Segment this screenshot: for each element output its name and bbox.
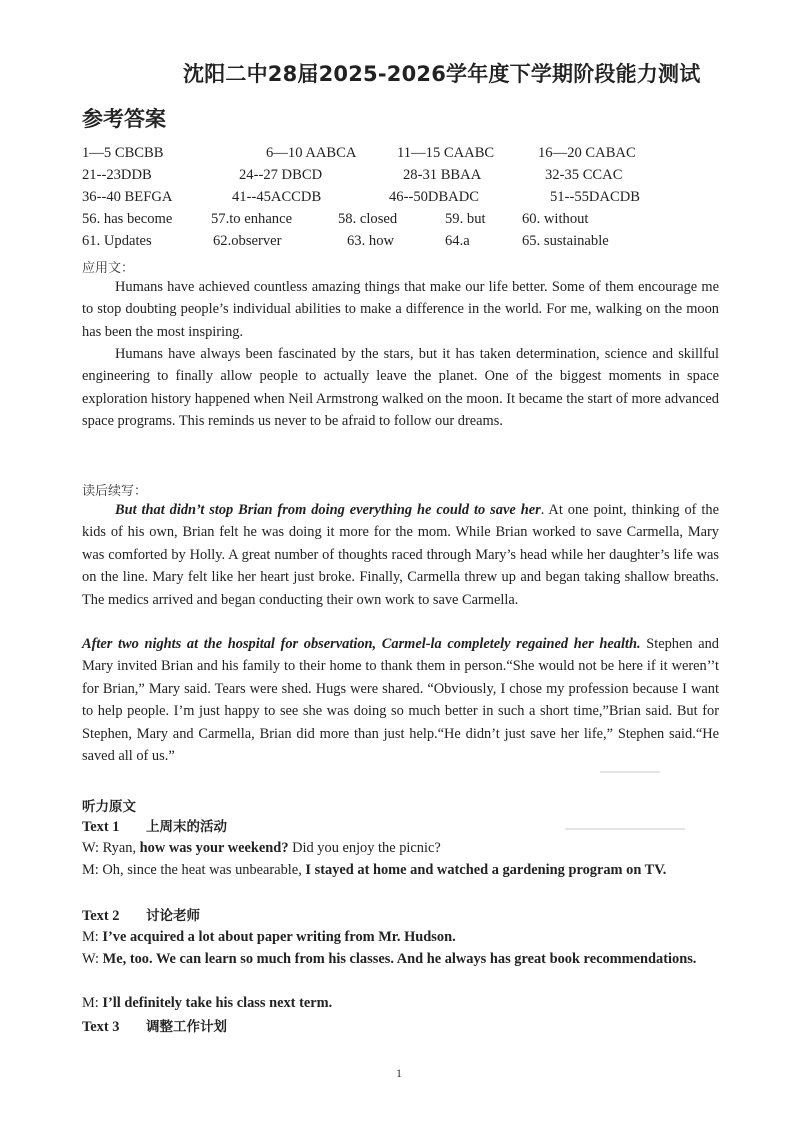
speaker: M: <box>82 862 99 878</box>
dialogue-line <box>82 926 745 948</box>
text-2-heading <box>82 904 200 925</box>
practical-writing-label: 应用文： <box>82 261 135 276</box>
grammar-answer: 58. closed <box>338 211 398 227</box>
answer-range: 36--40 BEFGA <box>82 189 173 205</box>
grammar-answer: 65. sustainable <box>522 233 609 249</box>
paragraph-text: Stephen and Mary invited Brian and his family to their home to thank them in person.“She would not be here if it weren’’t for Brian,” Mary said. Tears were shed. Hugs were shared. “Obviously, I chose my profession because I want to help people. I’m just happy to see she was doing so much better in such a short time,”Brian said. But for Stephen, Mary and Carmella, Brian did more than just help.“He didn’t just save her life,” Stephen said.“He saved all of us.” <box>82 636 719 765</box>
continuation-paragraph-1 <box>82 499 719 611</box>
text-label: Text 1 <box>82 819 120 835</box>
given-opening-sentence: But that didn’t stop Brian from doing everything he could to save her <box>115 502 541 518</box>
speaker: M: <box>82 995 99 1011</box>
answer-range: 41--45ACCDB <box>232 189 322 205</box>
listening-heading: 听力原文 <box>82 799 136 815</box>
paragraph-text: . At one point, thinking of the kids of his own, Brian felt he was doing it more for the mom. While Brian worked to save Carmella, Mary was comforted by Holly. A great number of thoughts raced through Mary’s head while her daughter’s life was on the line. Mary felt like her heart just broke. Finally, Carmella threw up and began taking shallow breaths. The medics arrived and began conducting their own work to save Carmella. <box>82 502 719 608</box>
dialogue-text: I’ve acquired a lot about paper writing from Mr. Hudson. <box>102 929 456 945</box>
scan-artifact <box>565 828 685 830</box>
continuation-paragraph-2 <box>82 633 719 767</box>
dialogue-text: Oh, since the heat was unbearable, <box>102 862 306 878</box>
grammar-answer: 64.a <box>445 233 470 249</box>
paragraph-text: Humans have achieved countless amazing things that make our life better. Some of them encourage me to stop doubting people’s individual abilities to make a difference in the world. For me, walking on the moon has been the most inspiring. <box>82 279 719 340</box>
dialogue-line <box>82 948 745 970</box>
document-title: 沈阳二中28届2025-2026学年度下学期阶段能力测试 <box>183 62 701 86</box>
practical-writing-paragraph <box>82 343 719 433</box>
text-label: Text 2 <box>82 908 120 924</box>
dialogue-text: Did you enjoy the picnic? <box>288 840 441 856</box>
answer-range: 16—20 CABAC <box>538 145 636 161</box>
grammar-answer: 56. has become <box>82 211 173 227</box>
dialogue-key-phrase: I stayed at home and watched a gardening program on TV. <box>305 862 667 878</box>
answer-range: 32-35 CCAC <box>545 167 623 183</box>
grammar-answer: 62.observer <box>213 233 282 249</box>
speaker: W: <box>82 951 100 967</box>
continuation-writing-label: 读后续写： <box>82 484 148 499</box>
answer-range: 11—15 CAABC <box>397 145 495 161</box>
grammar-answer: 61. Updates <box>82 233 152 249</box>
given-opening-sentence: After two nights at the hospital for observation, Carmel-la completely regained her health. <box>82 636 641 652</box>
text-label: Text 3 <box>82 1019 120 1035</box>
answer-range: 1—5 CBCBB <box>82 145 164 161</box>
answer-range: 24--27 DBCD <box>239 167 323 183</box>
scan-artifact <box>600 771 660 773</box>
grammar-answer: 57.to enhance <box>211 211 293 227</box>
answer-range: 6—10 AABCA <box>266 145 357 161</box>
paragraph-text: Humans have always been fascinated by the stars, but it has taken determination, science and skillful engineering to finally allow people to actually leave the planet. One of the biggest moments in space exploration history happened when Neil Armstrong walked on the moon. It became the start of more advanced space programs. This reminds us never to be afraid to follow our dreams. <box>82 346 719 430</box>
practical-writing-paragraph <box>82 276 719 343</box>
dialogue-line <box>82 859 745 881</box>
dialogue-text: Me, too. We can learn so much from his classes. And he always has great book recommendations. <box>102 951 697 967</box>
text-1-heading <box>82 815 227 836</box>
answer-range: 21--23DDB <box>82 167 152 183</box>
answer-range: 51--55DACDB <box>550 189 640 205</box>
dialogue-line <box>82 837 745 859</box>
dialogue-line <box>82 992 745 1014</box>
text-topic: 讨论老师 <box>146 908 200 924</box>
answer-key-heading: 参考答案 <box>82 107 166 131</box>
dialogue-text: Ryan, <box>102 840 140 856</box>
grammar-answer: 60. without <box>522 211 589 227</box>
answer-range: 46--50DBADC <box>389 189 479 205</box>
grammar-answer: 63. how <box>347 233 395 249</box>
page-number: 1 <box>396 1066 402 1080</box>
speaker: W: <box>82 840 100 856</box>
answer-range: 28-31 BBAA <box>403 167 482 183</box>
text-topic: 调整工作计划 <box>146 1019 227 1035</box>
grammar-answer: 59. but <box>445 211 486 227</box>
text-topic: 上周末的活动 <box>146 819 227 835</box>
dialogue-key-phrase: how was your weekend? <box>139 840 289 856</box>
text-3-heading <box>82 1015 227 1036</box>
speaker: M: <box>82 929 99 945</box>
dialogue-text: I’ll definitely take his class next term. <box>102 995 333 1011</box>
